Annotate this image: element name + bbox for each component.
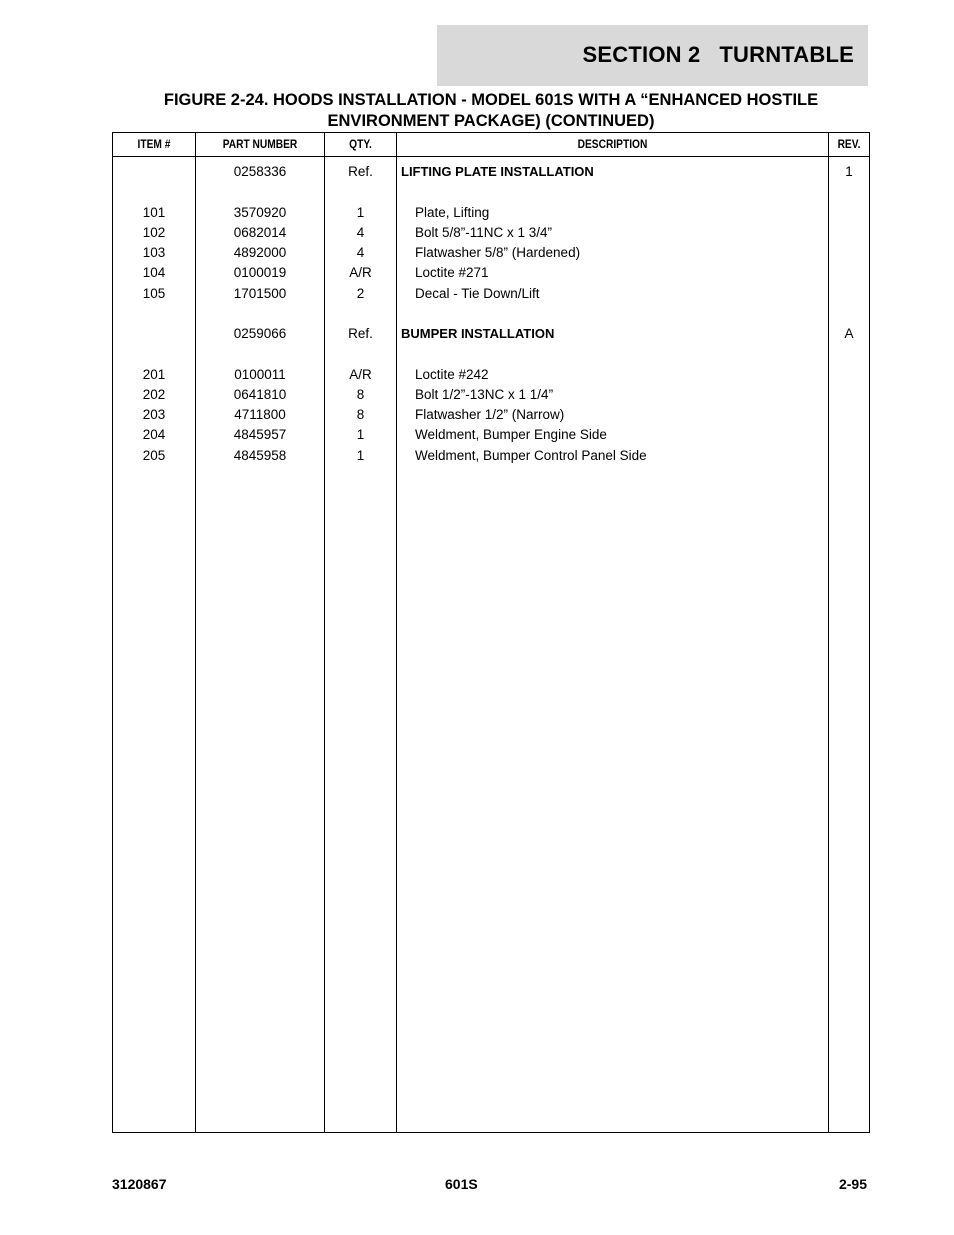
- description-cell: Loctite #242: [415, 366, 489, 382]
- description-cell: Weldment, Bumper Engine Side: [415, 427, 607, 443]
- quantity-cell: Ref.: [348, 326, 373, 341]
- quantity-cell: 4: [356, 245, 365, 260]
- part-number-cell: 4892000: [233, 245, 287, 260]
- table-body: [113, 162, 869, 466]
- table-spacer-row: [113, 182, 869, 202]
- quantity-cell: 8: [356, 407, 365, 422]
- part-number-cell: 0641810: [233, 386, 287, 402]
- description-cell: Flatwasher 1/2” (Narrow): [415, 407, 565, 422]
- table-row: [113, 223, 869, 243]
- part-number-cell: 1701500: [233, 285, 287, 301]
- description-cell: Plate, Lifting: [415, 204, 490, 220]
- quantity-cell: 4: [356, 224, 365, 240]
- part-number-cell: 0100011: [234, 366, 286, 382]
- revision-cell: A: [844, 326, 854, 341]
- figure-title-line-2: ENVIRONMENT PACKAGE) (CONTINUED): [327, 112, 655, 130]
- item-number-cell: 104: [142, 265, 166, 281]
- description-cell: BUMPER INSTALLATION: [401, 326, 555, 341]
- item-number-cell: 202: [142, 386, 166, 402]
- part-number-cell: 0259066: [233, 326, 287, 341]
- part-number-cell: 0682014: [233, 224, 287, 240]
- table-row: [113, 243, 869, 263]
- table-row: [113, 405, 869, 425]
- column-header-rev: REV.: [837, 137, 861, 151]
- footer-page-number: 2-95: [838, 1176, 867, 1192]
- description-cell: LIFTING PLATE INSTALLATION: [401, 164, 594, 179]
- description-cell: Flatwasher 5/8” (Hardened): [415, 245, 581, 260]
- description-cell: Decal - Tie Down/Lift: [415, 285, 540, 301]
- item-number-cell: 101: [142, 204, 166, 220]
- section-banner: [437, 25, 868, 86]
- part-number-cell: 0258336: [233, 164, 287, 179]
- part-number-cell: 0100019: [233, 265, 287, 281]
- quantity-cell: 1: [356, 447, 365, 463]
- item-number-cell: 205: [142, 447, 166, 463]
- quantity-cell: A/R: [349, 366, 372, 382]
- description-cell: Bolt 5/8”-11NC x 1 3/4”: [415, 224, 553, 240]
- table-spacer-row: [113, 344, 869, 364]
- part-number-cell: 4845958: [233, 447, 287, 463]
- table-row: [113, 425, 869, 445]
- item-number-cell: 203: [142, 407, 166, 422]
- table-section-row: [113, 324, 869, 344]
- table-section-row: [113, 162, 869, 182]
- quantity-cell: 8: [356, 386, 365, 402]
- table-row: [113, 385, 869, 405]
- column-header-qty: QTY.: [349, 137, 372, 151]
- revision-cell: 1: [845, 164, 853, 179]
- table-row: [113, 203, 869, 223]
- parts-table: [112, 132, 870, 1133]
- section-title: SECTION 2 TURNTABLE: [582, 42, 854, 67]
- column-header-item: ITEM #: [137, 137, 171, 151]
- item-number-cell: 103: [142, 245, 166, 260]
- figure-title: [112, 90, 870, 132]
- column-header-description: DESCRIPTION: [577, 137, 648, 151]
- item-number-cell: 201: [142, 366, 166, 382]
- quantity-cell: 1: [356, 427, 365, 443]
- description-cell: Loctite #271: [415, 265, 489, 281]
- table-row: [113, 446, 869, 466]
- description-cell: Weldment, Bumper Control Panel Side: [415, 447, 647, 463]
- quantity-cell: 2: [356, 285, 365, 301]
- quantity-cell: A/R: [349, 265, 372, 281]
- table-row: [113, 263, 869, 283]
- column-header-part-number: PART NUMBER: [222, 137, 298, 151]
- quantity-cell: 1: [356, 204, 365, 220]
- table-row: [113, 284, 869, 304]
- part-number-cell: 4711800: [234, 407, 286, 422]
- description-cell: Bolt 1/2”-13NC x 1 1/4”: [415, 386, 554, 402]
- figure-title-line-1: FIGURE 2-24. HOODS INSTALLATION - MODEL 601S WITH A “ENHANCED HOSTILE: [163, 91, 819, 109]
- table-spacer-row: [113, 304, 869, 324]
- footer-model: 601S: [445, 1176, 478, 1192]
- footer-doc-number: 3120867: [112, 1176, 167, 1192]
- item-number-cell: 105: [142, 285, 166, 301]
- header-divider: [113, 156, 869, 157]
- table-row: [113, 365, 869, 385]
- quantity-cell: Ref.: [348, 164, 373, 179]
- item-number-cell: 204: [142, 427, 166, 443]
- part-number-cell: 3570920: [233, 204, 287, 220]
- part-number-cell: 4845957: [233, 427, 287, 443]
- item-number-cell: 102: [142, 224, 166, 240]
